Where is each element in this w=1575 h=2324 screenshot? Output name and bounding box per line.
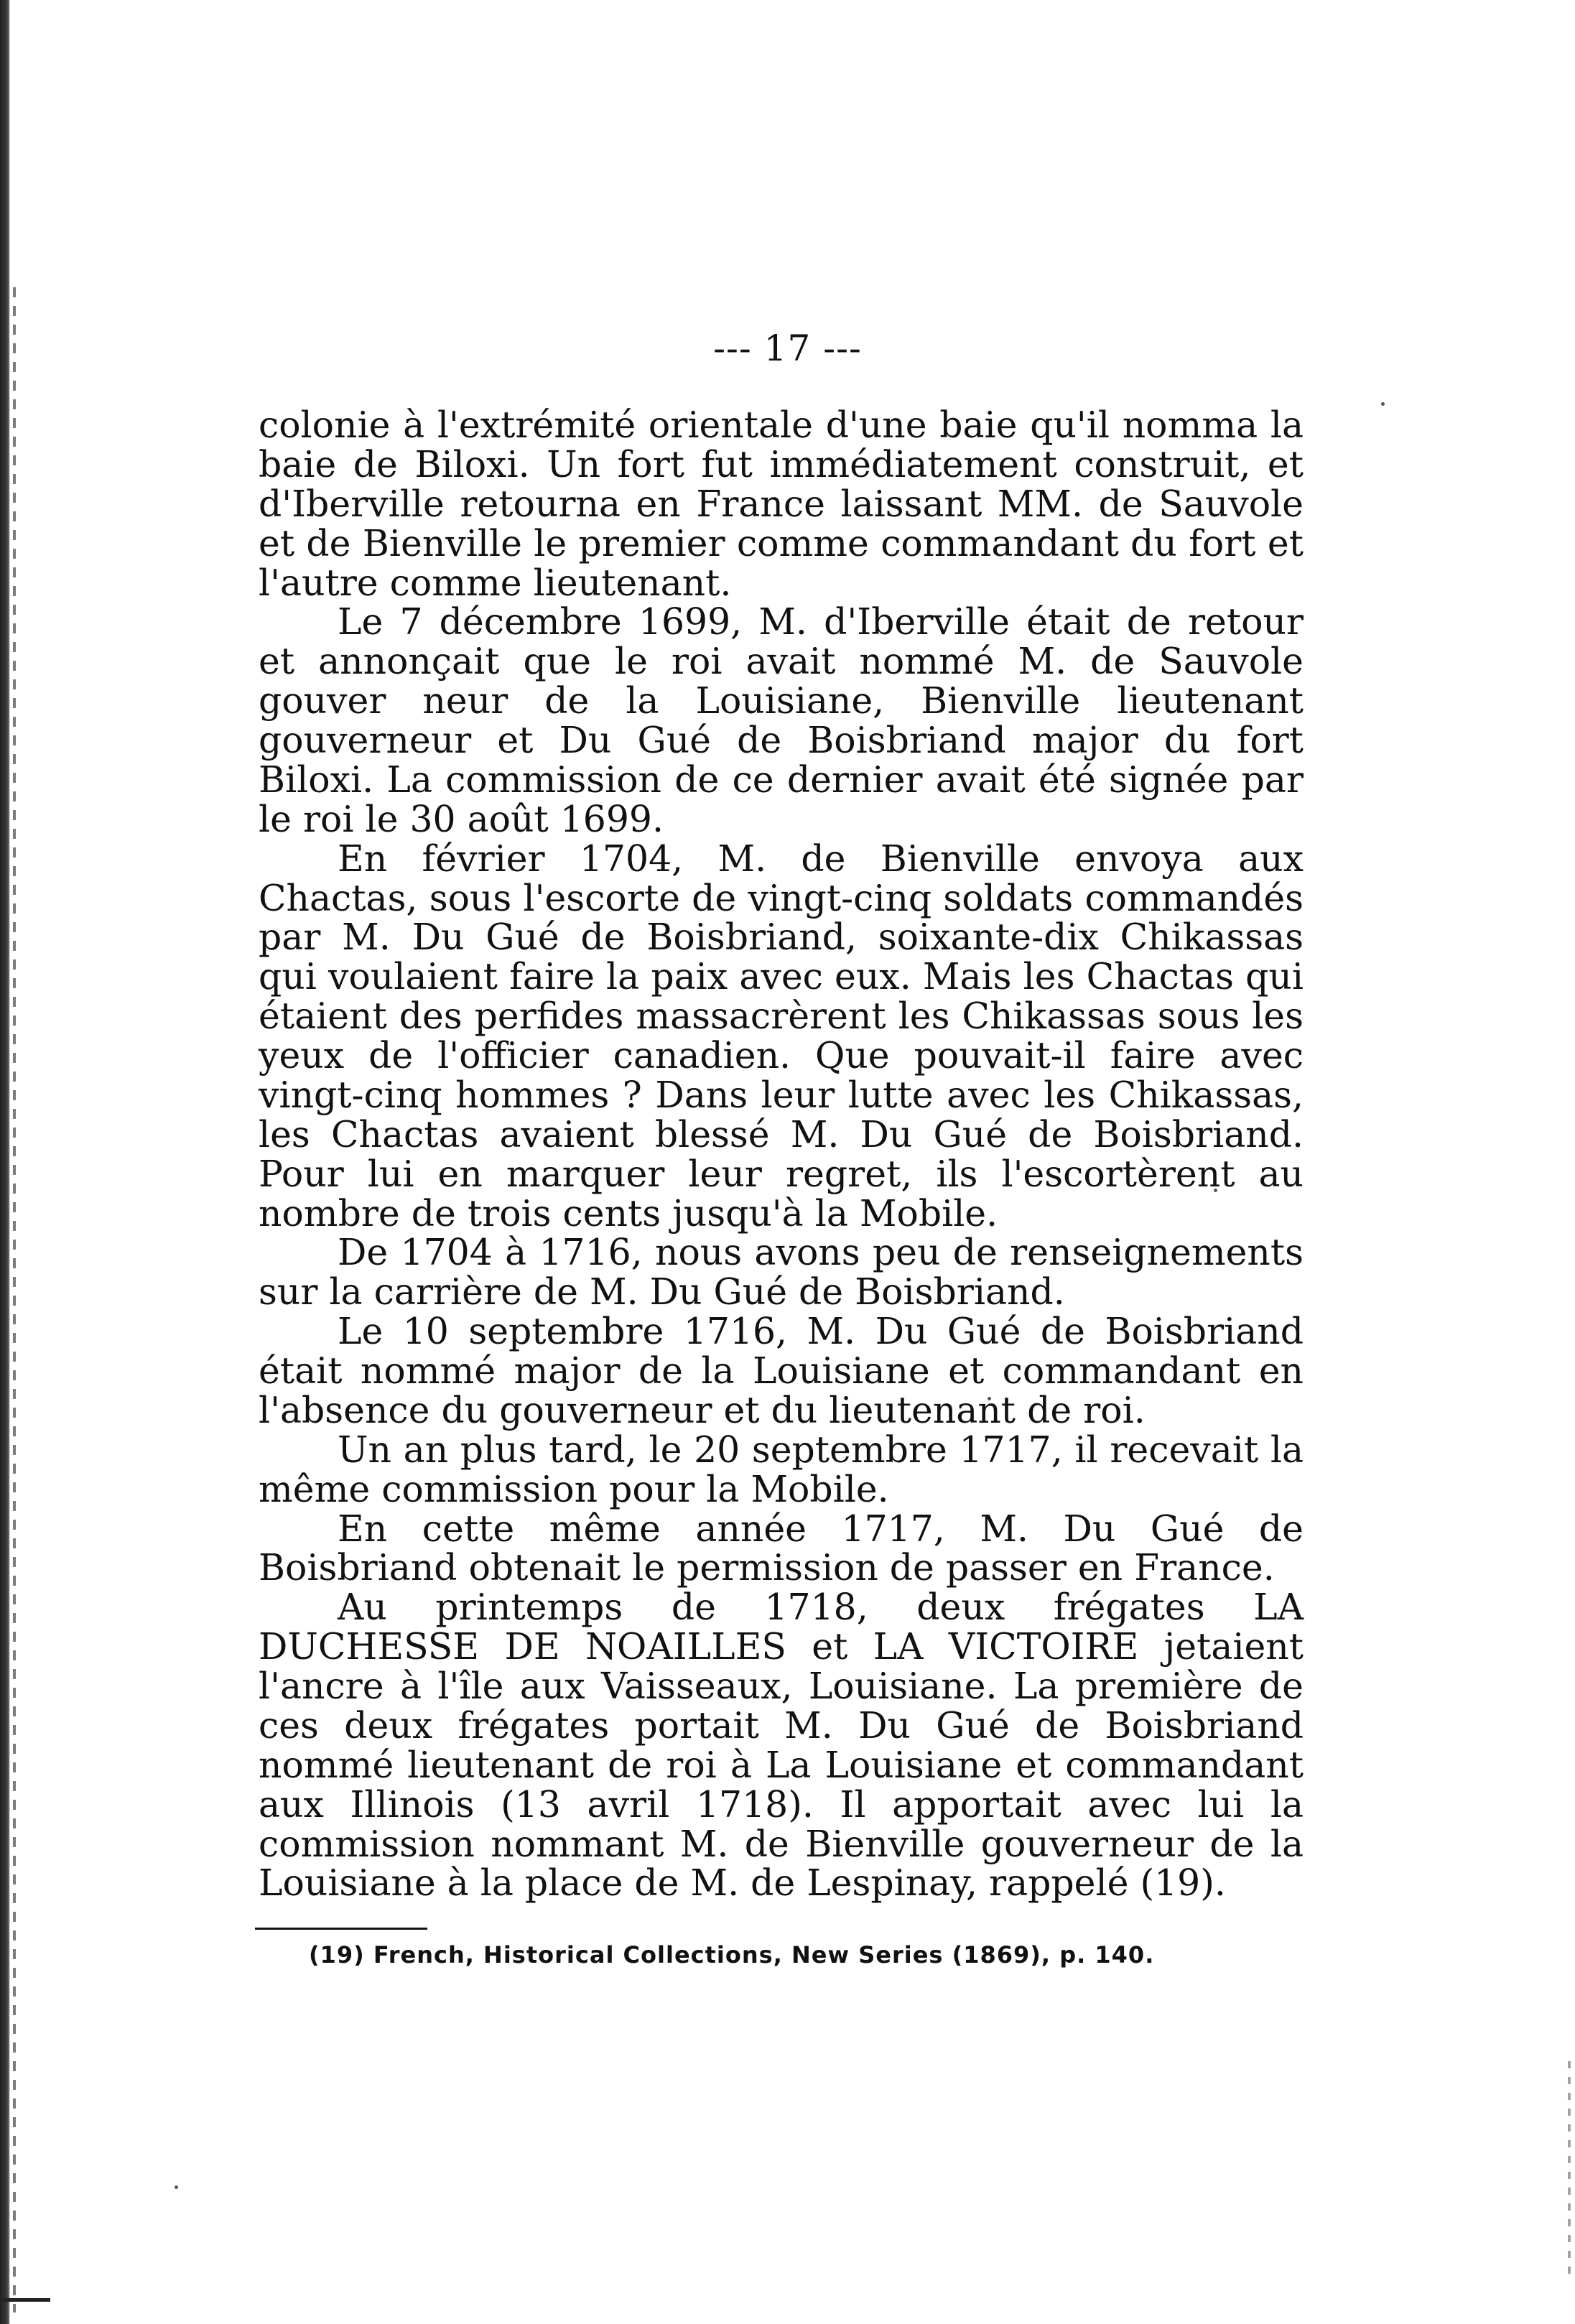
footnote: (19) French, Historical Collections, New Series (1869), p. 140. <box>309 1941 1155 1969</box>
paragraph: Au printemps de 1718, deux frégates LA DUCHESSE DE NOAILLES et LA VICTOIRE jetaient l'ancre à l'île aux Vaisseaux, Louisiane. La première de ces deux frégates portait M. Du Gué de Boisbriand nommé lieutenant de roi à La Louisiane et commandant aux Illinois (13 avril 1718). Il apportait avec lui la commission nommant M. de Bienville gouverneur de la Louisiane à la place de M. de Lespinay, rappelé (19). <box>259 1586 1304 1905</box>
page-edge-mark <box>1568 2061 1571 2277</box>
paragraph: En cette même année 1717, M. Du Gué de Boisbriand obtenait le permission de passer en France. <box>259 1507 1304 1589</box>
page-binding-foot <box>0 2298 50 2302</box>
paragraph: De 1704 à 1716, nous avons peu de renseignements sur la carrière de M. Du Gué de Boisbriand. <box>259 1231 1304 1314</box>
footnote-rule <box>255 1928 427 1930</box>
paragraph: Le 7 décembre 1699, M. d'Iberville était de retour et annonçait que le roi avait nommé M. de Sauvole gouver neur de la Louisiane, Bienville lieutenant gouverneur et Du Gué de Boisbriand major du fort Biloxi. La commission de ce dernier avait été signée par le roi le 30 août 1699. <box>259 600 1304 840</box>
body-text <box>259 406 1304 1903</box>
page-number: --- 17 --- <box>713 327 862 369</box>
scan-speck <box>1381 402 1385 406</box>
paragraph: En février 1704, M. de Bienville envoya aux Chactas, sous l'escorte de vingt-cinq soldats commandés par M. Du Gué de Boisbriand, soixante-dix Chikassas qui voulaient faire la paix avec eux. Mais les Chactas qui étaient des perfides massacrèrent les Chikassas sous les yeux de l'officier canadien. Que pouvait-il faire avec vingt-cinq hommes ? Dans leur lutte avec les Chikassas, les Chactas avaient blessé M. Du Gué de Boisbriand. Pour lui en marquer leur regret, ils l'escortèrent au nombre de trois cents jusqu'à la Mobile. <box>259 837 1304 1235</box>
paragraph: Un an plus tard, le 20 septembre 1717, il recevait la même commission pour la Mobile. <box>259 1428 1304 1510</box>
page-binding-shadow <box>13 287 16 2313</box>
paragraph: Le 10 septembre 1716, M. Du Gué de Boisbriand était nommé major de la Louisiane et commandant en l'absence du gouverneur et du lieutenant de roi. <box>259 1310 1304 1431</box>
paragraph: colonie à l'extrémité orientale d'une baie qu'il nomma la baie de Biloxi. Un fort fut immédiatement construit, et d'Iberville retourna en France laissant MM. de Sauvole et de Bienville le premier comme commandant du fort et l'autre comme lieutenant. <box>259 404 1304 604</box>
scan-speck <box>175 2185 178 2189</box>
